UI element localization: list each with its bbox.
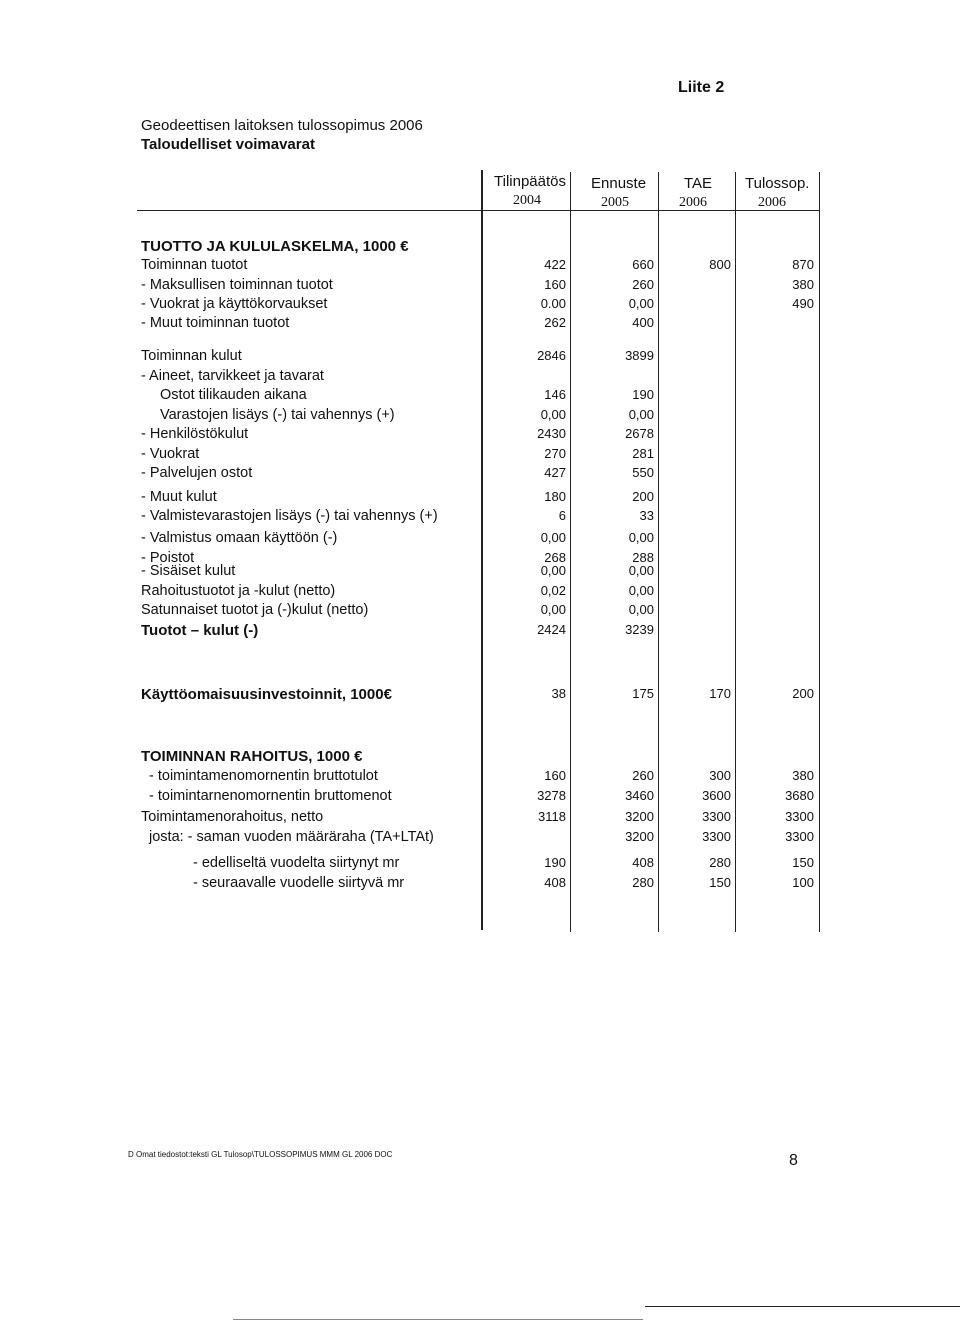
row-value-col1: 408 xyxy=(632,855,654,870)
row-value-col1: 260 xyxy=(632,276,654,292)
row-label: - Muut kulut xyxy=(141,488,217,505)
row-value-col0: 146 xyxy=(544,387,566,403)
row-label: - Valmistevarastojen lisäys (-) tai vahennys (+) xyxy=(141,508,438,525)
row-value-col3: 3300 xyxy=(785,808,814,824)
row-label: - Henkilöstökulut xyxy=(141,426,249,443)
row-value-col2: 280 xyxy=(709,855,731,870)
row-value-col0: 0,00 xyxy=(540,602,566,618)
row-value-col1: 3460 xyxy=(625,788,654,804)
row-value-col0: 0,00 xyxy=(540,563,566,579)
col-header-1-year: 2005 xyxy=(601,195,629,210)
row-value-col3: 200 xyxy=(792,686,814,701)
row-value-col1: 280 xyxy=(632,875,654,891)
row-value-col0: 422 xyxy=(544,257,566,273)
row-label: TUOTTO JA KULULASKELMA, 1000 € xyxy=(141,238,409,255)
row-label: josta: - saman vuoden määräraha (TA+LTAt) xyxy=(149,828,434,845)
row-label: - Vuokrat ja käyttökorvaukset xyxy=(141,295,328,312)
row-label: - Muut toiminnan tuotot xyxy=(141,315,290,332)
row-value-col1: 0,00 xyxy=(628,406,654,422)
row-label: Rahoitustuotot ja -kulut (netto) xyxy=(141,582,336,599)
col-header-0-year: 2004 xyxy=(513,193,541,208)
row-label: - Poistot xyxy=(141,549,195,566)
row-value-col1: 260 xyxy=(632,768,654,784)
row-value-col0: 408 xyxy=(544,875,566,891)
row-label: Ostot tilikauden aikana xyxy=(160,387,307,404)
row-label: Käyttöomaisuusinvestoinnit, 1000€ xyxy=(141,686,392,703)
row-value-col0: 160 xyxy=(544,768,566,784)
row-label: Satunnaiset tuotot ja (-)kulut (netto) xyxy=(141,602,369,619)
row-value-col1: 281 xyxy=(632,445,654,461)
row-value-col0: 3278 xyxy=(537,788,566,804)
row-value-col2: 3600 xyxy=(702,788,731,804)
row-value-col2: 3300 xyxy=(702,828,731,844)
row-value-col1: 400 xyxy=(632,315,654,331)
row-value-col3: 380 xyxy=(792,768,814,784)
row-value-col1: 0,00 xyxy=(628,582,654,598)
row-value-col1: 0,00 xyxy=(628,563,654,579)
col-header-2-year: 2006 xyxy=(679,195,707,210)
row-value-col1: 3239 xyxy=(625,621,654,637)
row-value-col1: 288 xyxy=(632,549,654,565)
col-header-3-year: 2006 xyxy=(758,195,786,210)
column-line-left xyxy=(481,170,483,930)
row-value-col1: 2678 xyxy=(625,426,654,442)
document-title: Geodeettisen laitoksen tulossopimus 2006 xyxy=(141,117,423,134)
row-value-col3: 380 xyxy=(792,276,814,292)
column-line-3 xyxy=(735,172,736,932)
row-value-col2: 300 xyxy=(709,768,731,784)
col-header-0-label: Tilinpäätös xyxy=(494,173,566,190)
row-value-col0: 2846 xyxy=(537,348,566,363)
row-label: - Aineet, tarvikkeet ja tavarat xyxy=(141,367,324,384)
row-value-col2: 3300 xyxy=(702,808,731,824)
row-label: - toimintarnenomornentin bruttomenot xyxy=(149,788,392,805)
row-label: - Vuokrat xyxy=(141,445,200,462)
row-label: - Valmistus omaan käyttöön (-) xyxy=(141,529,338,546)
row-value-col2: 150 xyxy=(709,875,731,891)
row-label: - Sisäiset kulut xyxy=(141,563,236,580)
row-value-col3: 100 xyxy=(792,875,814,891)
row-value-col0: 180 xyxy=(544,488,566,504)
row-value-col0: 0,02 xyxy=(540,582,566,598)
row-label: Varastojen lisäys (-) tai vahennys (+) xyxy=(160,406,395,423)
row-value-col0: 268 xyxy=(544,549,566,565)
row-value-col0: 160 xyxy=(544,276,566,292)
row-value-col1: 3200 xyxy=(625,828,654,844)
row-value-col0: 262 xyxy=(544,315,566,331)
column-line-right xyxy=(819,172,820,932)
row-value-col0: 6 xyxy=(558,508,566,524)
row-label: Toimintamenorahoitus, netto xyxy=(141,808,324,825)
row-label: TOIMINNAN RAHOITUS, 1000 € xyxy=(141,748,363,765)
row-value-col1: 0,00 xyxy=(628,602,654,618)
row-value-col0: 0,00 xyxy=(540,529,566,545)
column-line-2 xyxy=(658,172,659,932)
row-value-col3: 870 xyxy=(792,257,814,273)
row-value-col1: 200 xyxy=(632,488,654,504)
row-value-col0: 270 xyxy=(544,445,566,461)
row-value-col0: 0,00 xyxy=(540,406,566,422)
row-label: Tuotot – kulut (-) xyxy=(141,621,259,639)
row-value-col1: 0,00 xyxy=(628,529,654,545)
row-value-col3: 3300 xyxy=(785,828,814,844)
col-header-3-label: Tulossop. xyxy=(745,175,810,192)
row-value-col0: 2430 xyxy=(537,426,566,442)
row-label: - Maksullisen toiminnan tuotot xyxy=(141,276,333,293)
row-value-col3: 3680 xyxy=(785,788,814,804)
row-label: - Palvelujen ostot xyxy=(141,465,253,482)
footer-rule-faint xyxy=(233,1319,643,1320)
row-label: - seuraavalle vuodelle siirtyvä mr xyxy=(193,875,405,892)
row-value-col0: 427 xyxy=(544,465,566,481)
column-line-1 xyxy=(570,172,571,932)
appendix-label: Liite 2 xyxy=(678,79,725,96)
row-value-col1: 175 xyxy=(632,686,654,701)
row-label: Toiminnan tuotot xyxy=(141,257,248,274)
row-value-col2: 170 xyxy=(709,686,731,701)
col-header-2-label: TAE xyxy=(684,175,713,192)
row-value-col0: 0.00 xyxy=(540,295,566,311)
row-value-col3: 150 xyxy=(792,855,814,870)
header-rule xyxy=(137,210,819,211)
row-value-col1: 660 xyxy=(632,257,654,273)
row-label: - edelliseltä vuodelta siirtynyt mr xyxy=(193,855,400,871)
row-value-col1: 550 xyxy=(632,465,654,481)
footer-file-path: D Omat tiedostot:teksti GL Tulosop\TULOSSOPIMUS MMM GL 2006 DOC xyxy=(128,1150,393,1159)
row-label: - toimintamenomornentin bruttotulot xyxy=(149,768,378,785)
row-value-col0: 3118 xyxy=(538,808,566,824)
footer-rule xyxy=(645,1306,960,1307)
row-value-col0: 190 xyxy=(544,855,566,870)
row-value-col0: 2424 xyxy=(537,621,566,637)
row-value-col3: 490 xyxy=(792,295,814,311)
row-value-col2: 800 xyxy=(709,257,731,273)
col-header-1-label: Ennuste xyxy=(591,175,647,192)
row-value-col1: 190 xyxy=(632,387,654,403)
row-value-col1: 3200 xyxy=(625,808,654,824)
document-subtitle: Taloudelliset voimavarat xyxy=(141,136,315,153)
row-value-col1: 33 xyxy=(639,508,654,524)
page-number: 8 xyxy=(789,1152,798,1169)
row-value-col1: 3899 xyxy=(625,348,654,363)
row-value-col1: 0,00 xyxy=(628,295,654,311)
row-label: Toiminnan kulut xyxy=(141,348,242,364)
row-value-col0: 38 xyxy=(551,686,566,701)
